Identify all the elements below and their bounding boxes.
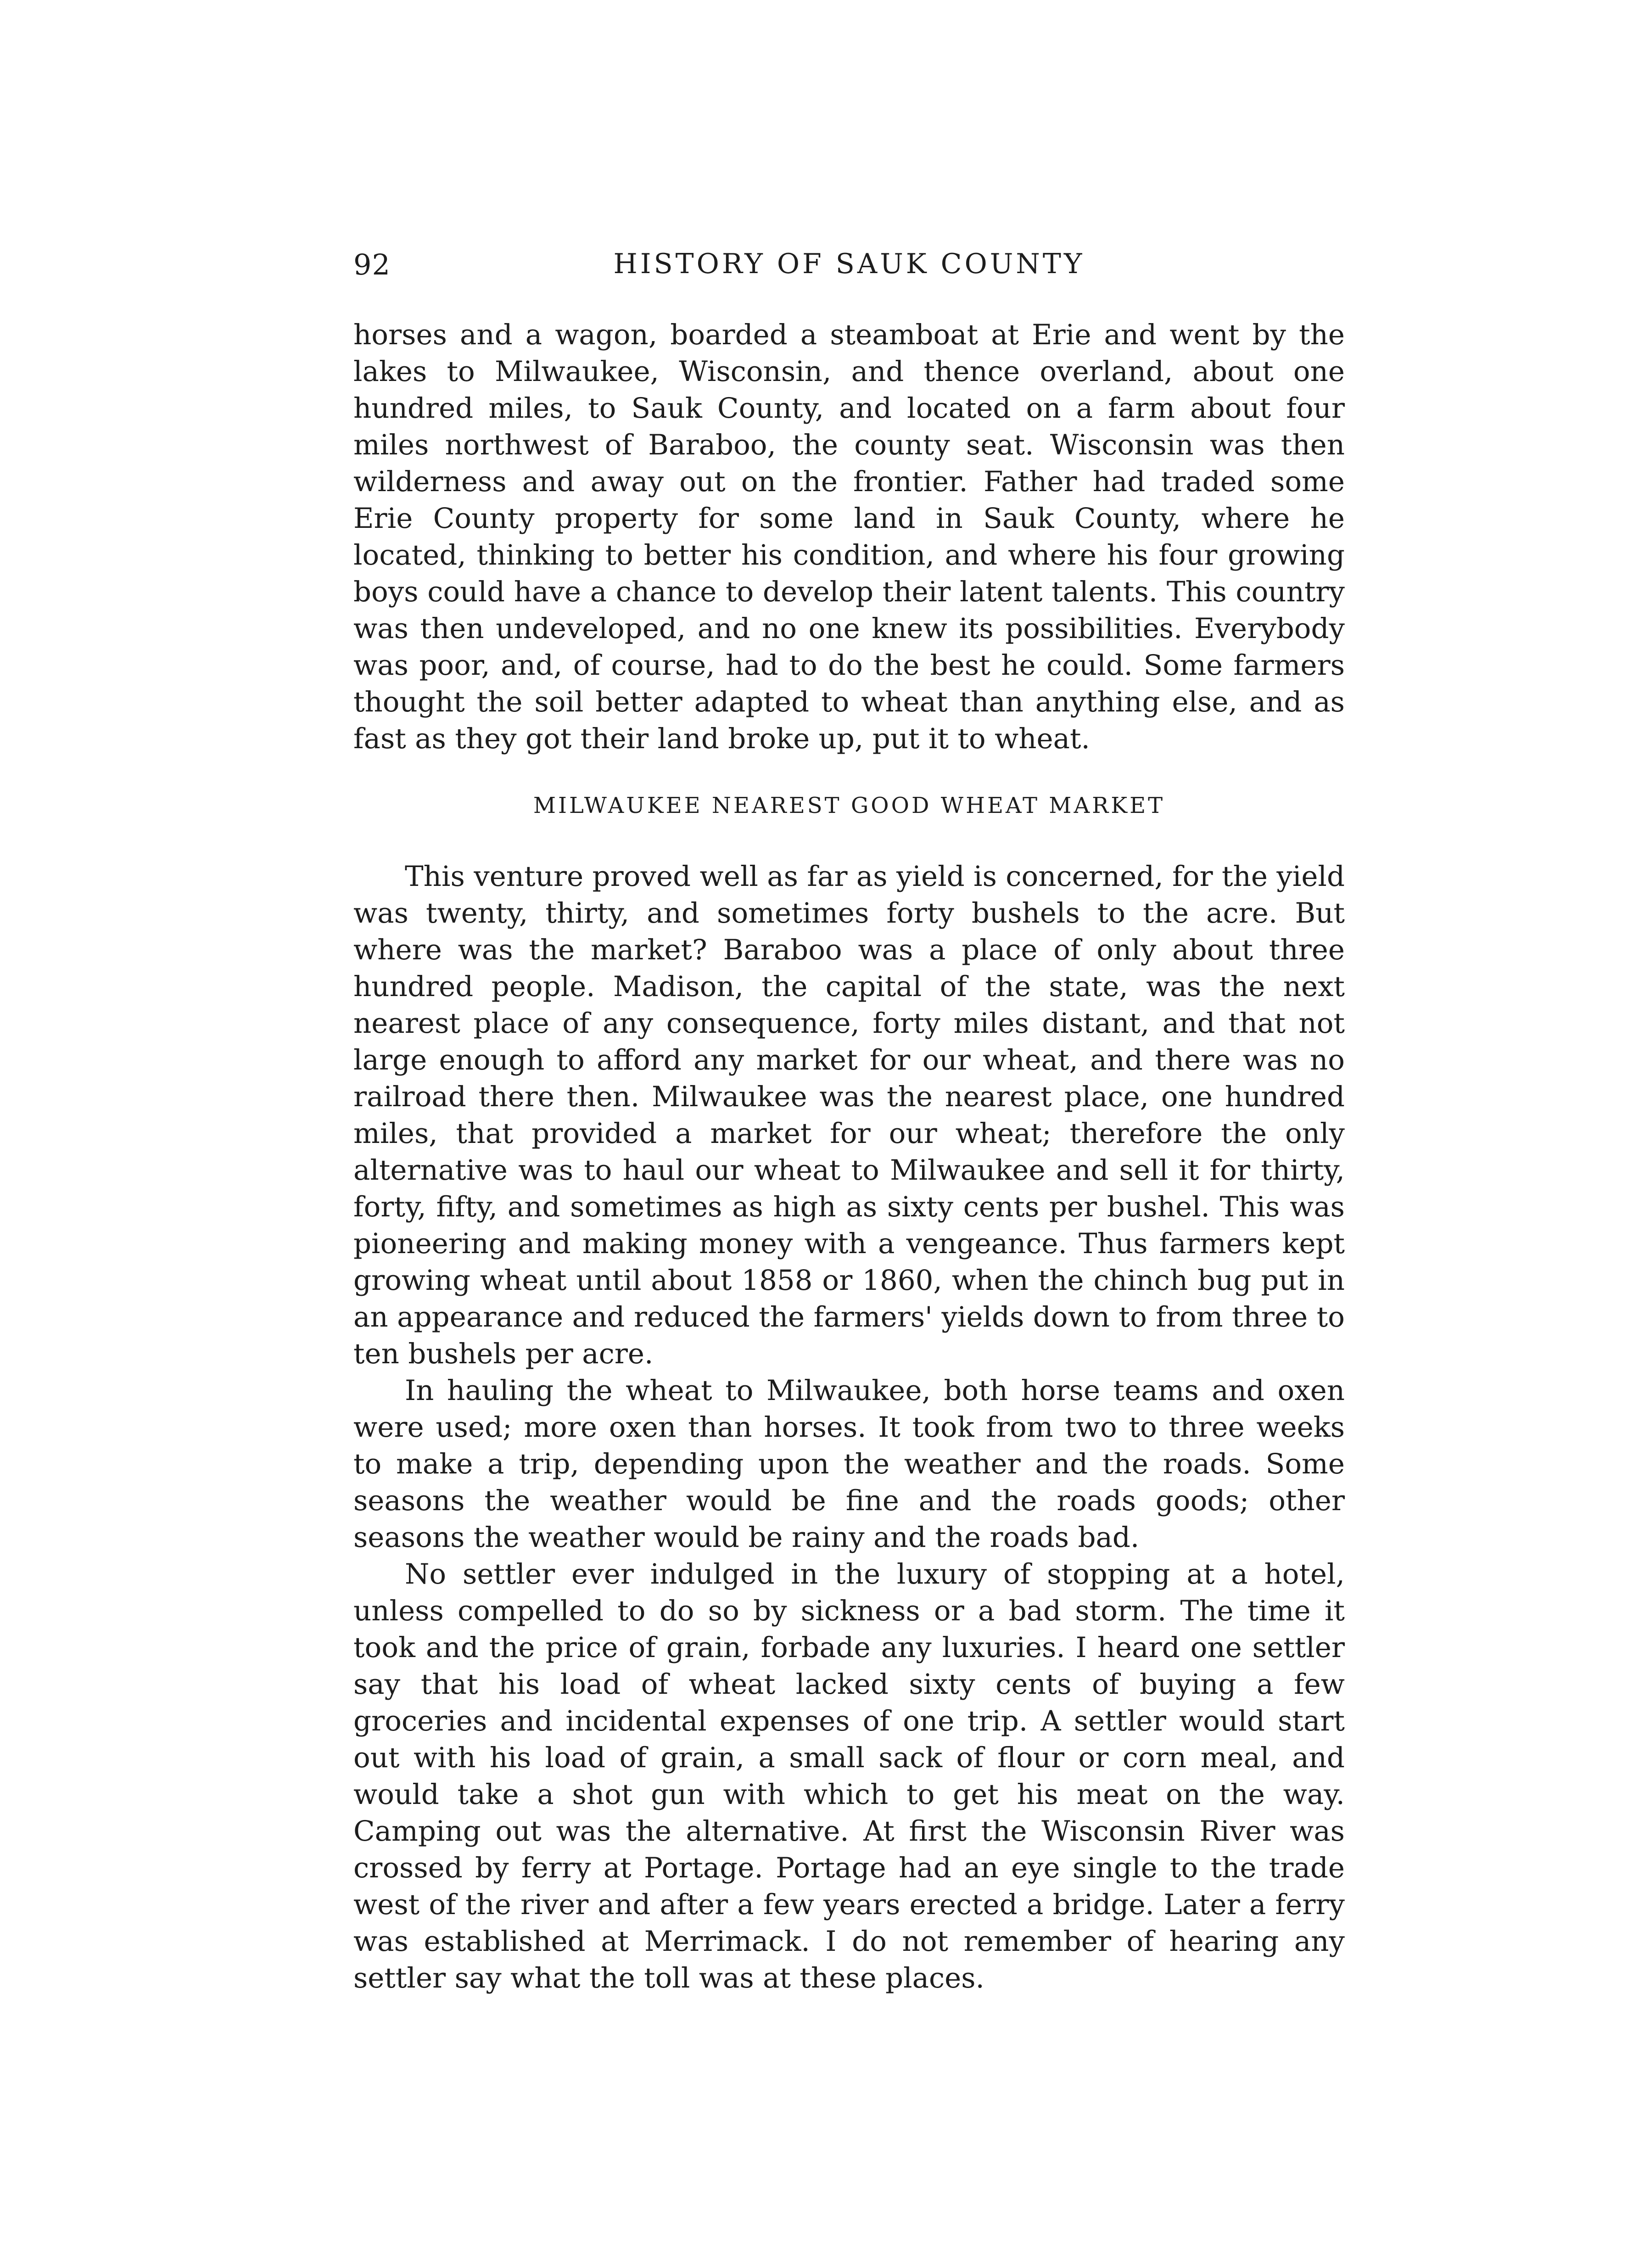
section-heading: MILWAUKEE NEAREST GOOD WHEAT MARKET (533, 793, 1165, 818)
body-text-top (353, 317, 1345, 757)
paragraph: In hauling the wheat to Milwaukee, both horse teams and oxen were used; more oxen than horses. It took from two to three weeks to make a trip, depending upon the weather and the roads. Some seasons the weather would be fine and the roads goods; other seasons the weather would be rainy and the roads bad. (353, 1374, 1345, 1554)
running-title: HISTORY OF SAUK COUNTY (613, 248, 1085, 280)
paragraph: This venture proved well as far as yield is concerned, for the yield was twenty, thirty, and sometimes forty bushels to the acre. But where was the market? Baraboo was a place of only about three hundred people. Madison, the capital of the state, was the next nearest place of any consequence, forty miles distant, and that not large enough to afford any market for our wheat, and there was no railroad there then. Milwaukee was the nearest place, one hundred miles, that provided a market for our wheat; therefore the only alternative was to haul our wheat to Milwaukee and sell it for thirty, forty, fifty, and sometimes as high as sixty cents per bushel. This was pioneering and making money with a vengeance. Thus farmers kept growing wheat until about 1858 or 1860, when the chinch bug put in an appearance and reduced the farmers' yields down to from three to ten bushels per acre. (353, 860, 1345, 1370)
body-text-bottom (353, 858, 1345, 1997)
running-head (353, 248, 1345, 289)
paragraph: No settler ever indulged in the luxury of stopping at a hotel, unless compelled to do so by sickness or a bad storm. The time it took and the price of grain, forbade any luxuries. I heard one settler say that his load of wheat lacked sixty cents of buying a few groceries and incidental expenses of one trip. A settler would start out with his load of grain, a small sack of flour or corn meal, and would take a shot gun with which to get his meat on the way. Camping out was the alternative. At first the Wisconsin River was crossed by ferry at Portage. Portage had an eye single to the trade west of the river and after a few years erected a bridge. Later a ferry was established at Merrimack. I do not remember of hearing any settler say what the toll was at these places. (353, 1558, 1345, 1994)
paragraph: horses and a wagon, boarded a steamboat at Erie and went by the lakes to Milwaukee, Wisconsin, and thence overland, about one hundred miles, to Sauk County, and located on a farm about four miles northwest of Baraboo, the county seat. Wisconsin was then wilderness and away out on the frontier. Father had traded some Erie County property for some land in Sauk County, where he located, thinking to better his condition, and where his four growing boys could have a chance to develop their latent talents. This country was then undeveloped, and no one knew its possibilities. Everybody was poor, and, of course, had to do the best he could. Some farmers thought the soil better adapted to wheat than anything else, and as fast as they got their land broke up, put it to wheat. (353, 319, 1345, 755)
page-number: 92 (353, 248, 391, 281)
